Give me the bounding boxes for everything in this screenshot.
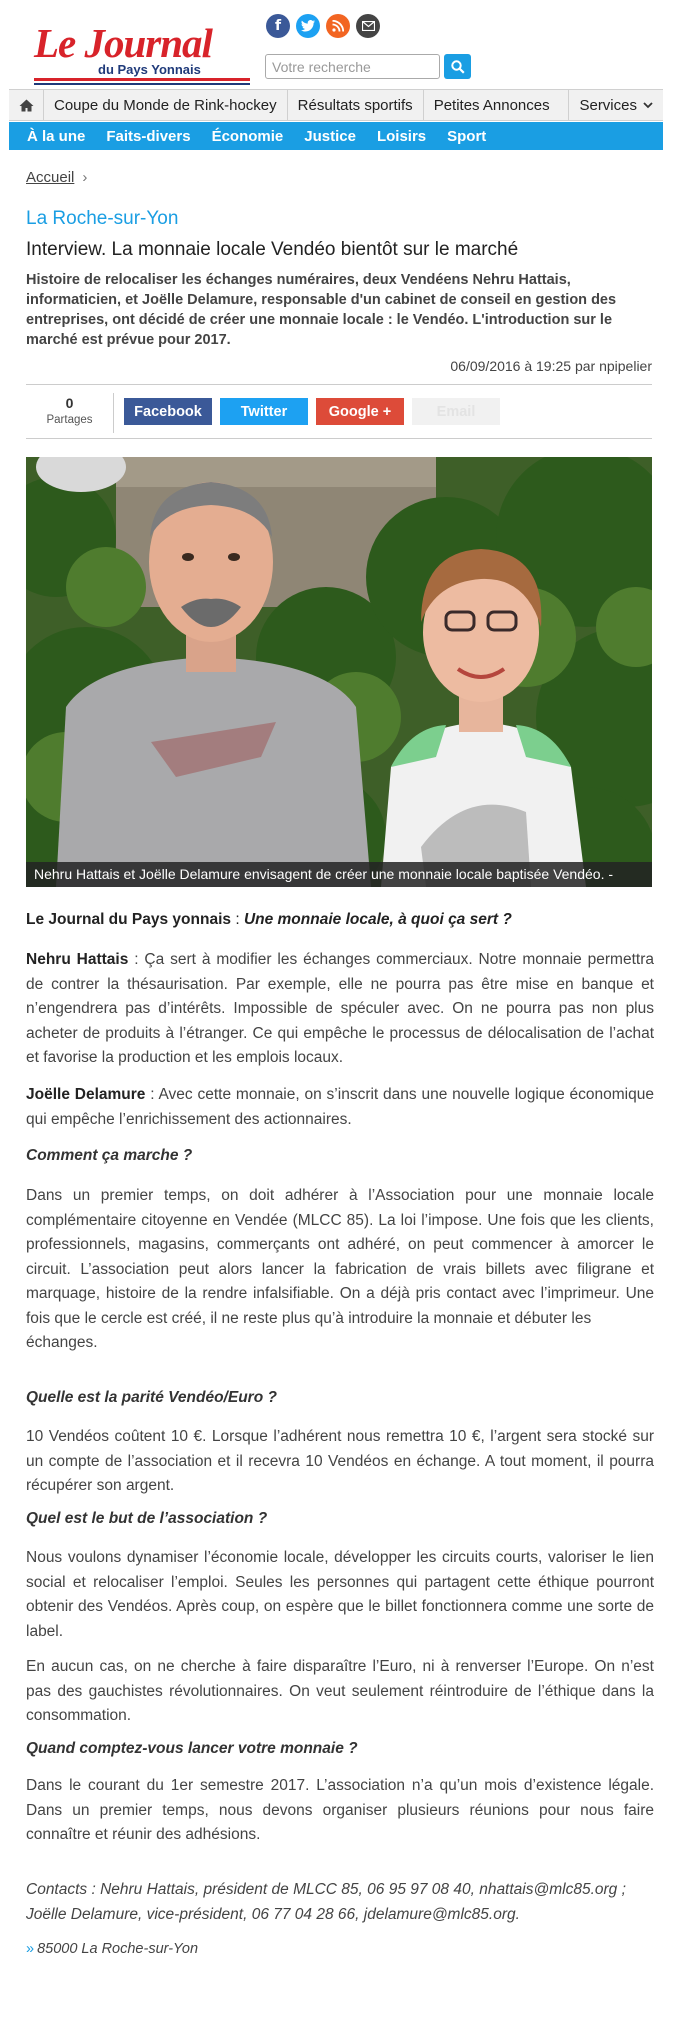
- article-photo: [26, 457, 652, 887]
- place-label: 85000 La Roche-sur-Yon: [37, 1941, 199, 1957]
- answer-text: Dans un premier temps, on doit adhérer à l’Association pour une monnaie locale complémentaire citoyenne en Vendée (MLCC 85). La loi l’impose. Une fois que les clients, professionnels, magasins, commerçants ont adhéré, on peut commencer à amorcer le circuit. L’association peut alors lancer la fabrication de vrais billets avec filigrane et marquage, histoire de la rendre infalsifiable. On a déjà pris contact avec l’imprimeur. Une fois que le cercle est créé, il ne reste plus qu’à introduire la monnaie et débuter les: [26, 1187, 654, 1327]
- search-icon: [451, 60, 465, 74]
- primary-nav: [9, 89, 663, 121]
- article-contacts: Contacts : Nehru Hattais, président de MLCC 85, 06 95 97 08 40, nhattais@mlc85.org ; Joëlle Delamure, vice-président, 06 77 04 28 66, jdelamure@mlc85.org.: [26, 1881, 626, 1923]
- logo-underline-red: [34, 78, 250, 81]
- section-nav-sport[interactable]: Sport: [447, 127, 487, 145]
- answer-joelle-1: [26, 1083, 654, 1132]
- answer-text: : Ça sert à modifier les échanges commerciaux. Notre monnaie permettra de contrer la thésaurisation. Par exemple, elle ne pourra pas être mise en banque et n’engendrera pas d’intérêts. Impossible de spéculer avec. On ne pourra pas non plus acheter de produits à l’étranger. Ce qui empêche le processus de délocalisation de l’achat et favorise la production et les emplois locaux.: [26, 951, 654, 1066]
- nav-item-petites-annonces[interactable]: Petites Annonces: [423, 90, 560, 120]
- question-parite: Quelle est la parité Vendéo/Euro ?: [26, 1389, 277, 1406]
- answer-text: : Avec cette monnaie, on s’inscrit dans une nouvelle logique économique qui empêche l’enrichissement des actionnaires.: [26, 1086, 654, 1128]
- section-nav-justice[interactable]: Justice: [304, 127, 356, 145]
- photo-illustration: [26, 457, 652, 887]
- question-comment-ca-marche: Comment ça marche ?: [26, 1147, 193, 1164]
- section-nav-economie[interactable]: Économie: [211, 127, 284, 145]
- site-header: [0, 0, 685, 88]
- place-arrow-icon: »: [26, 1941, 35, 1957]
- logo-title: Le Journal: [34, 20, 212, 66]
- facebook-icon[interactable]: f: [266, 14, 290, 38]
- lead-separator: :: [231, 911, 244, 928]
- speaker-nehru: Nehru Hattais: [26, 951, 129, 968]
- interview-lead: [26, 911, 512, 929]
- search-button[interactable]: [444, 54, 471, 79]
- nav-item-rink-hockey[interactable]: Coupe du Monde de Rink-hockey: [43, 90, 287, 120]
- social-links: [266, 14, 380, 38]
- twitter-icon[interactable]: [296, 14, 320, 38]
- rss-icon[interactable]: [326, 14, 350, 38]
- share-count: 0: [65, 395, 74, 411]
- section-nav-loisirs[interactable]: Loisirs: [376, 127, 427, 145]
- article-dateline: 06/09/2016 à 19:25 par npipelier: [450, 358, 652, 374]
- logo-subtitle: du Pays Yonnais: [98, 62, 201, 77]
- answer-lancement: Dans le courant du 1er semestre 2017. L’association n’a qu’un mois d’existence légale. Dans un premier temps, nous devons organiser plusieurs réunions pour nous faire connaître et réunir des adhésions.: [26, 1777, 654, 1843]
- answer-text-end: échanges.: [26, 1334, 98, 1351]
- search-input[interactable]: [265, 54, 440, 79]
- share-google-button[interactable]: Google +: [316, 398, 404, 425]
- logo-underline-blue: [34, 83, 250, 85]
- article-location[interactable]: La Roche-sur-Yon: [26, 208, 179, 229]
- share-divider-top: [26, 384, 652, 385]
- section-nav: [9, 122, 663, 150]
- section-nav-a-la-une[interactable]: À la une: [27, 127, 86, 145]
- answer-comment-ca-marche: [26, 1184, 654, 1356]
- article-title: Interview. La monnaie locale Vendéo bientôt sur le marché: [26, 239, 519, 260]
- lead-question: Une monnaie locale, à quoi ça sert ?: [243, 911, 512, 928]
- lead-source: Le Journal du Pays yonnais: [26, 911, 232, 928]
- chevron-down-icon: [643, 102, 653, 109]
- share-counter: [26, 393, 114, 433]
- breadcrumb-home-link[interactable]: Accueil: [26, 169, 75, 186]
- answer-but-association-2: En aucun cas, on ne cherche à faire disparaître l’Euro, ni à renverser l’Europe. On n’est pas des gauchistes révolutionnaires. On veut seulement réintroduire de l’éthique dans la consommation.: [26, 1658, 654, 1724]
- breadcrumb-separator: ›: [82, 169, 88, 186]
- section-nav-faits-divers[interactable]: Faits-divers: [106, 127, 191, 145]
- question-lancement: Quand comptez-vous lancer votre monnaie ?: [26, 1740, 358, 1757]
- answer-parite: 10 Vendéos coûtent 10 €. Lorsque l’adhérent nous remettra 10 €, l’argent sera stocké sur un compte de l’association et il recevra 10 Vendéos en échange. A tout moment, il pourra récupérer son argent.: [26, 1428, 654, 1494]
- home-icon[interactable]: [9, 90, 43, 120]
- question-but-association: Quel est le but de l’association ?: [26, 1510, 268, 1527]
- share-count-label: Partages: [46, 414, 93, 426]
- breadcrumb: [26, 169, 87, 186]
- share-buttons: [124, 398, 500, 425]
- share-divider-bottom: [26, 438, 652, 439]
- speaker-joelle: Joëlle Delamure: [26, 1086, 146, 1103]
- share-twitter-button[interactable]: Twitter: [220, 398, 308, 425]
- nav-item-resultats-sportifs[interactable]: Résultats sportifs: [287, 90, 423, 120]
- mail-icon[interactable]: [356, 14, 380, 38]
- services-label: Services: [579, 96, 637, 114]
- site-logo[interactable]: [34, 22, 254, 76]
- answer-nehru-1: [26, 948, 654, 1071]
- search-bar: [265, 54, 471, 79]
- nav-item-services[interactable]: [568, 90, 663, 120]
- answer-but-association-1: Nous voulons dynamiser l’économie locale, développer les circuits courts, valoriser le lien social et relocaliser l’emploi. Seules les personnes qui partagent cette éthique pourront obtenir des Vendéos. Après coup, on espère que le billet fonctionnera comme une sorte de label.: [26, 1549, 654, 1640]
- article-summary: Histoire de relocaliser les échanges numéraires, deux Vendéens Nehru Hattais, informaticien, et Joëlle Delamure, responsable d'un cabinet de conseil en gestion des entreprises, ont décidé de créer une monnaie locale : le Vendéo. L'introduction sur le marché est prévue pour 2017.: [26, 272, 617, 348]
- photo-caption: Nehru Hattais et Joëlle Delamure envisagent de créer une monnaie locale baptisée Vendéo. -: [26, 862, 652, 887]
- share-facebook-button[interactable]: Facebook: [124, 398, 212, 425]
- article-place[interactable]: [26, 1941, 198, 1957]
- share-email-button[interactable]: Email: [412, 398, 500, 425]
